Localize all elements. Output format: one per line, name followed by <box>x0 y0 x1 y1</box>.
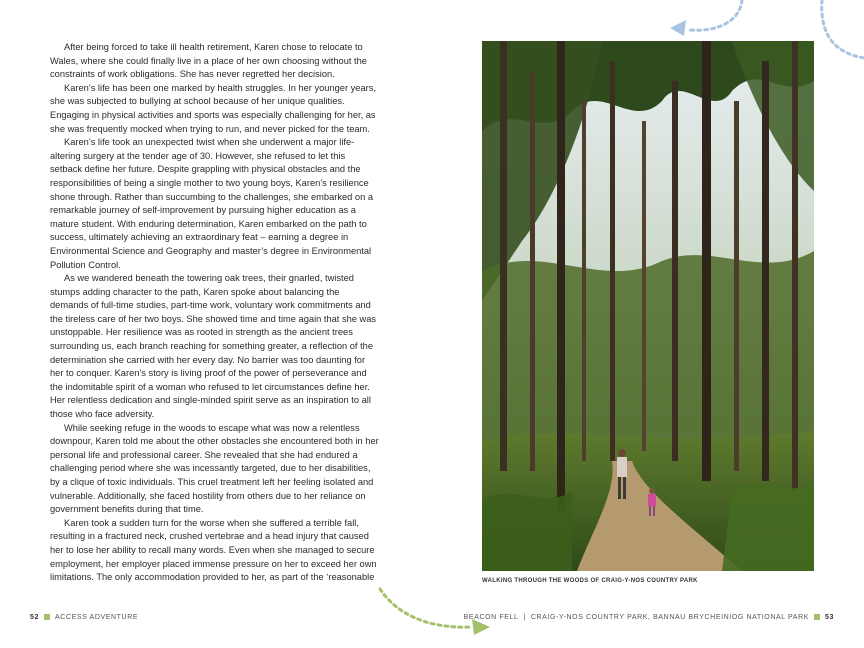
footer-left <box>30 614 138 621</box>
page-number: 52 <box>30 614 39 621</box>
paragraph: Karen took a sudden turn for the worse when she suffered a terrible fall, resulting in a fractured neck, crushed vertebrae and a head injury that caused her to lose her ability to recall many words. Even when she managed to secure employment, her employer placed immense pressure on her to exceed her own limitations. The only accommodation provided to her, as part of the ‘reasonable <box>50 517 377 583</box>
dotted-arrow-bottom-icon <box>376 585 496 640</box>
green-square-icon <box>44 614 50 620</box>
paragraph: Karen’s life has been one marked by health struggles. In her younger years, she was subjected to bullying at school because of her unique qualities. Engaging in physical activities and sports was especially challenging for her, as she was frequently mocked when trying to run, and never picked for the team. <box>50 82 376 134</box>
running-head: BEACON FELL | CRAIG-Y-NOS COUNTRY PARK, BANNAU BRYCHEINIOG NATIONAL PARK <box>463 614 809 621</box>
photo-caption: WALKING THROUGH THE WOODS OF CRAIG-Y-NOS COUNTRY PARK <box>482 578 698 584</box>
footer-right <box>464 614 834 621</box>
forest-photo <box>482 41 814 571</box>
paragraph: After being forced to take ill health retirement, Karen chose to relocate to Wales, where she could finally live in a place of her own choosing without the constraints of work obligations. She has never regretted her decision. <box>50 42 367 80</box>
running-head: ACCESS ADVENTURE <box>55 614 139 621</box>
green-square-icon <box>814 614 820 620</box>
paragraph: As we wandered beneath the towering oak trees, their gnarled, twisted stumps adding character to the path, Karen spoke about balancing the demands of full-time studies, part-time work, voluntary work commitments and the tireless care of her two boys. She showed time and time again that she was unstoppable. Her resilience was as rooted in strength as the ancient trees surrounding us, each branch reaching for something greater, a reflection of the determination she carried with her every day. No barrier was too daunting for her to conquer. Karen’s story is living proof of the power of perseverance and the indomitable spirit of a woman who refused to let circumstances define her. Her relentless dedication and single-minded spirit serve as an inspiration to all those who face adversity. <box>50 273 377 420</box>
page-number: 53 <box>825 614 834 621</box>
paragraph: Karen’s life took an unexpected twist when she underwent a major life-altering surgery at the tender age of 30. However, she refused to let this setback define her future. Despite grappling with physical obstacles and the responsibilities of being a single mother to two young boys, Karen’s resilience shone through. Rather than succumbing to the challenges, she embarked on a remarkable journey of self-improvement by pursuing higher education as a mature student. With enduring determination, Karen embarked on the path to success, ultimately achieving an extraordinary feat – earning a degree in Environmental Science and Geography and master’s degree in Environmental Pollution Control. <box>50 137 374 270</box>
article-body <box>50 41 379 585</box>
paragraph: While seeking refuge in the woods to escape what was now a relentless downpour, Karen told me about the other obstacles she encountered both in her personal life and professional career. She revealed that she had endured a challenging period where she was incessantly targeted, due to her disabilities, by a clique of toxic individuals. This cruel treatment left her feeling isolated and vulnerable. Additionally, she faced hostility from others due to her reliance on government benefits during that time. <box>50 422 379 515</box>
